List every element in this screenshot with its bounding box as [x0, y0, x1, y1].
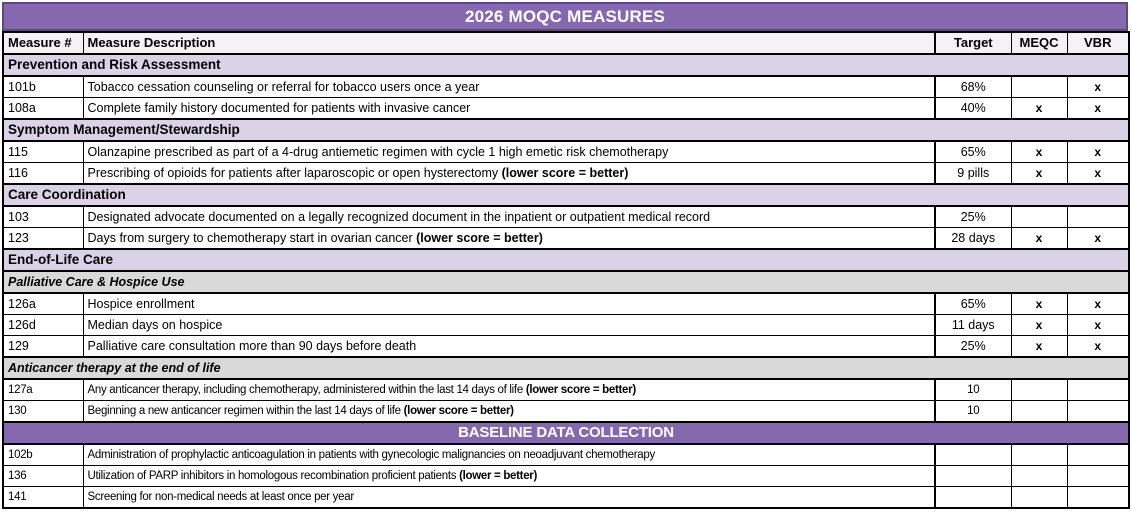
measure-description-text: Days from surgery to chemotherapy start in ovarian cancer — [87, 231, 417, 245]
band-label: BASELINE DATA COLLECTION — [3, 422, 1129, 444]
section-header-row — [3, 249, 1129, 271]
measure-description-cell — [83, 315, 935, 336]
section-header-row — [3, 54, 1129, 76]
vbr-cell — [1067, 487, 1129, 509]
meqc-cell — [1011, 487, 1067, 509]
measure-description-cell — [83, 336, 935, 358]
target-cell: 65% — [935, 293, 1011, 315]
measure-description-text: Prescribing of opioids for patients after laparoscopic or open hysterectomy — [87, 166, 502, 180]
measure-description-bold-note: (lower = better) — [459, 470, 538, 482]
measure-number-cell: 141 — [3, 487, 83, 509]
measure-description-bold-note: (lower score = better) — [501, 166, 629, 180]
vbr-cell — [1067, 466, 1129, 487]
measure-number-cell: 116 — [3, 163, 83, 185]
target-cell — [935, 466, 1011, 487]
target-cell — [935, 487, 1011, 509]
target-cell: 28 days — [935, 228, 1011, 250]
column-header-vbr: VBR — [1067, 32, 1129, 54]
measure-number-cell: 102b — [3, 444, 83, 466]
measure-row — [3, 466, 1129, 487]
section-label: Symptom Management/Stewardship — [3, 119, 1129, 141]
measure-number-cell: 129 — [3, 336, 83, 358]
measure-description-cell — [83, 401, 935, 423]
column-header-measure-number: Measure # — [3, 32, 83, 54]
section-label: End-of-Life Care — [3, 249, 1129, 271]
meqc-cell: x — [1011, 315, 1067, 336]
measure-description-text: Beginning a new anticancer regimen within the last 14 days of life — [87, 405, 404, 417]
measure-row — [3, 98, 1129, 120]
measure-description-text: Median days on hospice — [87, 318, 223, 332]
vbr-cell: x — [1067, 336, 1129, 358]
column-header-row — [3, 32, 1129, 54]
target-cell: 65% — [935, 141, 1011, 163]
measure-number-cell: 103 — [3, 206, 83, 228]
measure-description-cell — [83, 444, 935, 466]
meqc-cell: x — [1011, 228, 1067, 250]
vbr-cell: x — [1067, 141, 1129, 163]
vbr-cell — [1067, 206, 1129, 228]
vbr-cell — [1067, 379, 1129, 401]
meqc-cell — [1011, 379, 1067, 401]
target-cell: 10 — [935, 379, 1011, 401]
column-header-measure-description: Measure Description — [83, 32, 935, 54]
measure-description-cell — [83, 163, 935, 185]
measure-description-cell — [83, 379, 935, 401]
subsection-label: Anticancer therapy at the end of life — [3, 357, 1129, 379]
page-title: 2026 MOQC MEASURES — [2, 2, 1128, 31]
measure-row — [3, 379, 1129, 401]
meqc-cell: x — [1011, 293, 1067, 315]
vbr-cell: x — [1067, 315, 1129, 336]
meqc-cell: x — [1011, 336, 1067, 358]
measure-row — [3, 228, 1129, 250]
measure-description-text: Olanzapine prescribed as part of a 4-drug antiemetic regimen with cycle 1 high emetic risk chemotherapy — [87, 145, 669, 159]
measure-row — [3, 401, 1129, 423]
measure-description-cell — [83, 141, 935, 163]
column-header-meqc: MEQC — [1011, 32, 1067, 54]
measure-description-text: Designated advocate documented on a legally recognized document in the inpatient or outpatient medical record — [87, 210, 711, 224]
meqc-cell — [1011, 206, 1067, 228]
measure-description-text: Any anticancer therapy, including chemotherapy, administered within the last 14 days of life — [87, 384, 526, 396]
measure-number-cell: 108a — [3, 98, 83, 120]
measure-description-cell — [83, 487, 935, 509]
vbr-cell: x — [1067, 228, 1129, 250]
measure-row — [3, 141, 1129, 163]
vbr-cell: x — [1067, 98, 1129, 120]
measure-description-text: Screening for non-medical needs at least once per year — [87, 491, 354, 503]
measure-description-cell — [83, 206, 935, 228]
target-cell: 11 days — [935, 315, 1011, 336]
measure-description-bold-note: (lower score = better) — [525, 384, 636, 396]
meqc-cell — [1011, 76, 1067, 98]
measure-description-text: Palliative care consultation more than 90 days before death — [87, 339, 417, 353]
measure-row — [3, 293, 1129, 315]
meqc-cell — [1011, 466, 1067, 487]
vbr-cell: x — [1067, 163, 1129, 185]
target-cell: 9 pills — [935, 163, 1011, 185]
measure-description-cell — [83, 76, 935, 98]
measure-description-cell — [83, 293, 935, 315]
measure-number-cell: 136 — [3, 466, 83, 487]
vbr-cell — [1067, 401, 1129, 423]
measure-number-cell: 127a — [3, 379, 83, 401]
subsection-header-row — [3, 271, 1129, 293]
measure-row — [3, 444, 1129, 466]
measure-description-text: Tobacco cessation counseling or referral for tobacco users once a year — [87, 80, 480, 94]
measure-number-cell: 126a — [3, 293, 83, 315]
vbr-cell: x — [1067, 76, 1129, 98]
measure-row — [3, 163, 1129, 185]
target-cell: 10 — [935, 401, 1011, 423]
measure-number-cell: 115 — [3, 141, 83, 163]
meqc-cell — [1011, 444, 1067, 466]
meqc-cell: x — [1011, 98, 1067, 120]
target-cell: 25% — [935, 336, 1011, 358]
target-cell: 25% — [935, 206, 1011, 228]
subsection-header-row — [3, 357, 1129, 379]
target-cell: 68% — [935, 76, 1011, 98]
measure-description-text: Utilization of PARP inhibitors in homologous recombination proficient patients — [87, 470, 460, 482]
section-label: Care Coordination — [3, 184, 1129, 206]
baseline-band-row — [3, 422, 1129, 444]
measure-row — [3, 336, 1129, 358]
measure-number-cell: 101b — [3, 76, 83, 98]
measure-row — [3, 315, 1129, 336]
measure-description-text: Administration of prophylactic anticoagulation in patients with gynecologic malignancies on neoadjuvant chemotherapy — [87, 449, 655, 461]
measure-description-text: Complete family history documented for patients with invasive cancer — [87, 101, 471, 115]
measure-description-cell — [83, 228, 935, 250]
meqc-cell — [1011, 401, 1067, 423]
target-cell — [935, 444, 1011, 466]
vbr-cell — [1067, 444, 1129, 466]
measure-row — [3, 76, 1129, 98]
section-label: Prevention and Risk Assessment — [3, 54, 1129, 76]
table-body — [3, 54, 1129, 508]
measure-number-cell: 123 — [3, 228, 83, 250]
measures-table — [2, 31, 1130, 509]
measure-number-cell: 126d — [3, 315, 83, 336]
measure-row — [3, 206, 1129, 228]
measure-description-cell — [83, 98, 935, 120]
measure-number-cell: 130 — [3, 401, 83, 423]
meqc-cell: x — [1011, 163, 1067, 185]
column-header-target: Target — [935, 32, 1011, 54]
vbr-cell: x — [1067, 293, 1129, 315]
measure-description-bold-note: (lower score = better) — [403, 405, 514, 417]
measure-description-cell — [83, 466, 935, 487]
target-cell: 40% — [935, 98, 1011, 120]
subsection-label: Palliative Care & Hospice Use — [3, 271, 1129, 293]
measure-description-bold-note: (lower score = better) — [416, 231, 543, 245]
section-header-row — [3, 119, 1129, 141]
meqc-cell: x — [1011, 141, 1067, 163]
measure-row — [3, 487, 1129, 509]
section-header-row — [3, 184, 1129, 206]
measure-description-text: Hospice enrollment — [87, 297, 195, 311]
